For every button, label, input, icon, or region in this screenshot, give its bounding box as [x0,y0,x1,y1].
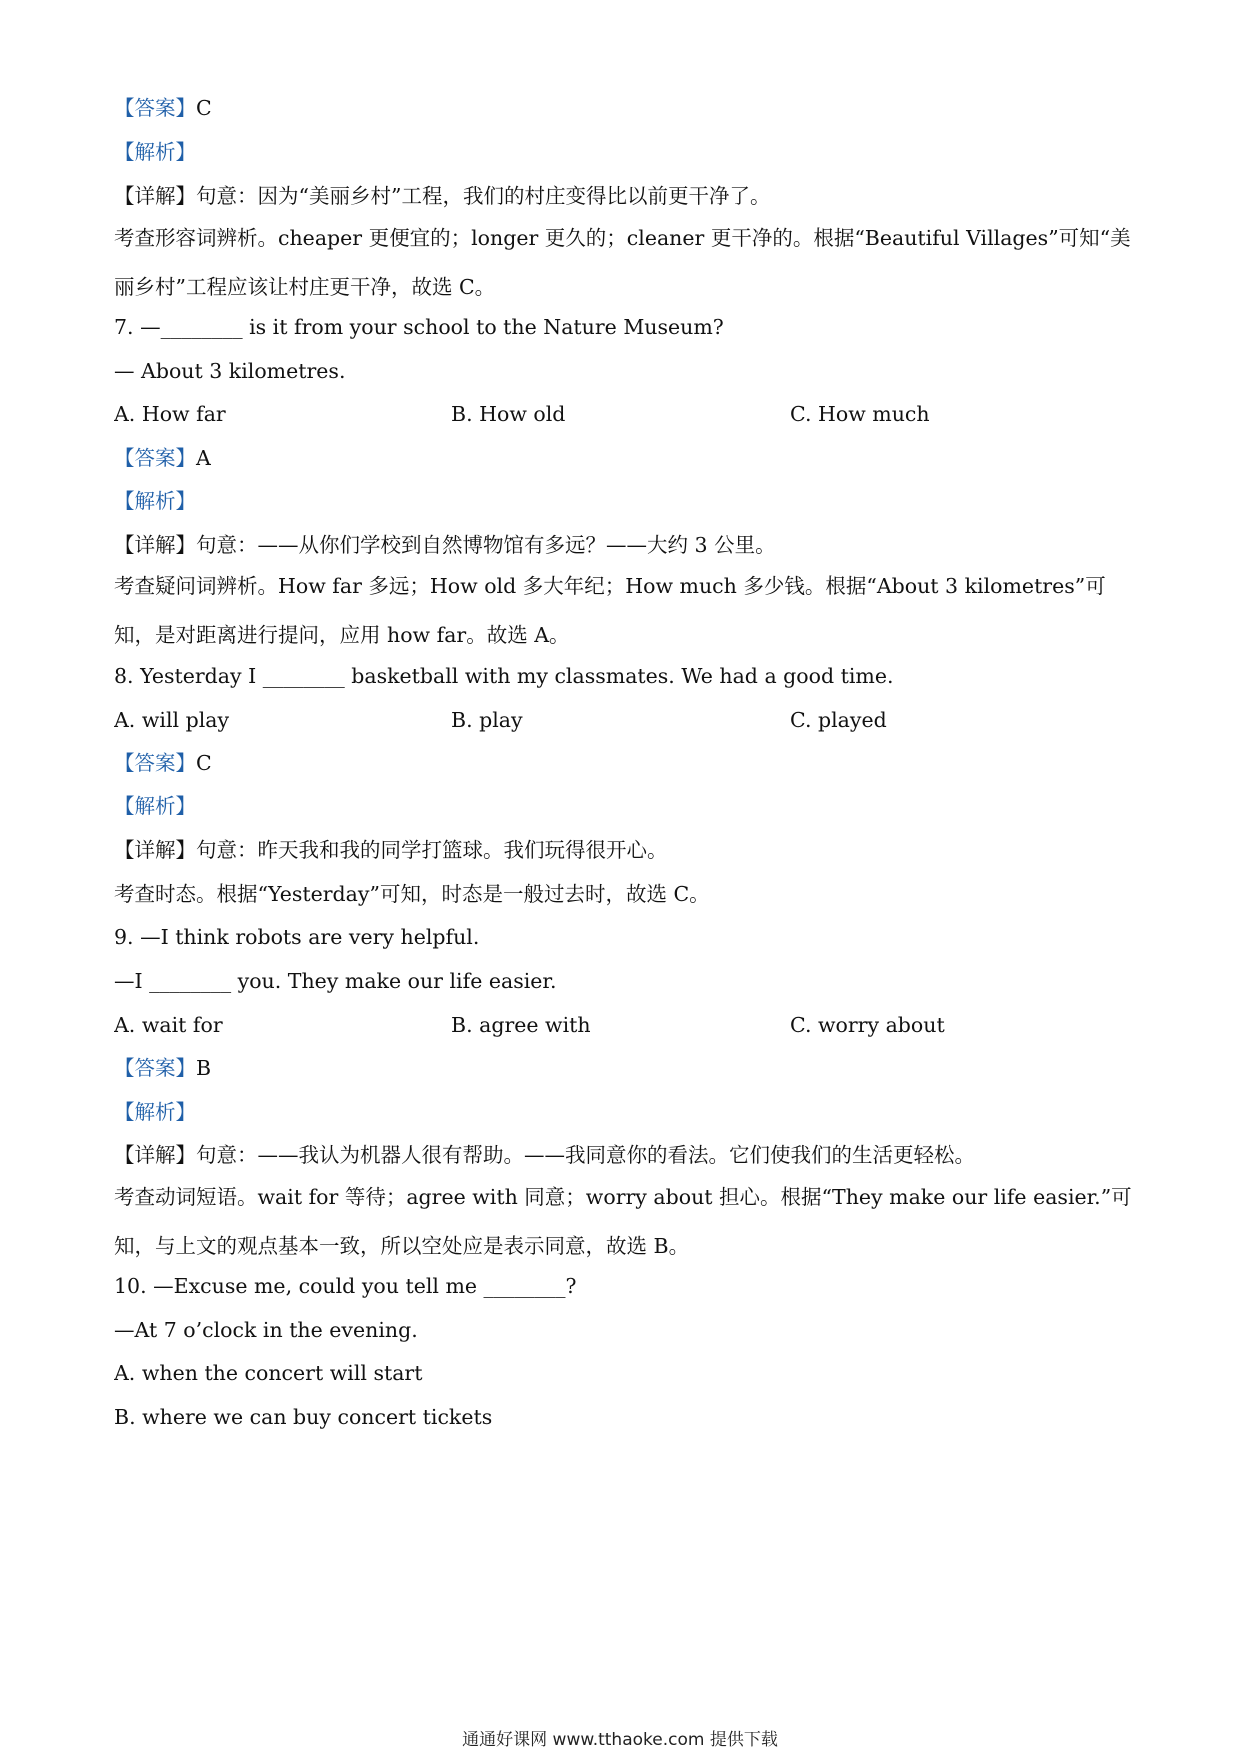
q9-options [114,1011,1140,1039]
q8-detail: 【详解】句意：昨天我和我的同学打篮球。我们玩得很开心。 [114,838,668,862]
q8-stem: 8. Yesterday I ________ basketball with my classmates. We had a good time. [114,664,894,688]
q9-option-a[interactable]: A. wait for [114,1013,223,1037]
answer-tag: 【答案】 [114,446,196,470]
q6-answer-line [114,94,1140,122]
q8-option-a[interactable]: A. will play [114,708,230,732]
q9-analysis-line [114,1098,1140,1126]
q9-answer-line [114,1054,1140,1082]
q7-stem: 7. —________ is it from your school to the Nature Museum? [114,315,724,339]
analysis-tag: 【解析】 [114,489,196,513]
q8-explain: 考查时态。根据“Yesterday”可知，时态是一般过去时，故选 C。 [114,882,710,906]
q8-options [114,706,1140,734]
answer-value: C [196,96,212,120]
q8-option-c[interactable]: C. played [790,708,887,732]
q7-option-a[interactable]: A. How far [114,402,226,426]
q7-option-c[interactable]: C. How much [790,402,930,426]
q10-stem: 10. —Excuse me, could you tell me ________? [114,1274,577,1298]
answer-tag: 【答案】 [114,751,196,775]
q9-option-c[interactable]: C. worry about [790,1013,945,1037]
q6-explain: 考查形容词辨析。cheaper 更便宜的；longer 更久的；cleaner 更干净的。根据“Beautiful Villages”可知“美丽乡村”工程应该让村庄更干净，故选 C。 [114,226,1131,299]
q10-option-a[interactable]: A. when the concert will start [114,1361,423,1385]
q7-reply: — About 3 kilometres. [114,359,346,383]
analysis-tag: 【解析】 [114,140,196,164]
q9-explain: 考查动词短语。wait for 等待；agree with 同意；worry about 担心。根据“They make our life easier.”可知，与上文的观点基本一致，所以空处应是表示同意，故选 B。 [114,1185,1132,1258]
q9-detail: 【详解】句意：——我认为机器人很有帮助。——我同意你的看法。它们使我们的生活更轻松。 [114,1143,975,1167]
q6-analysis-line [114,138,1140,166]
q7-answer-line [114,444,1140,472]
q7-detail: 【详解】句意：——从你们学校到自然博物馆有多远？——大约 3 公里。 [114,533,776,557]
q8-option-b[interactable]: B. play [451,708,523,732]
q7-analysis-line [114,487,1140,515]
page-footer: 通通好课网 www.tthaoke.com 提供下载 [462,1730,778,1750]
answer-tag: 【答案】 [114,96,196,120]
analysis-tag: 【解析】 [114,794,196,818]
q7-options [114,400,1140,428]
analysis-tag: 【解析】 [114,1100,196,1124]
q9-stem: 9. —I think robots are very helpful. [114,925,480,949]
answer-value: C [196,751,212,775]
q10-option-b[interactable]: B. where we can buy concert tickets [114,1405,493,1429]
q8-answer-line [114,749,1140,777]
q9-reply: —I ________ you. They make our life easier. [114,969,557,993]
q7-option-b[interactable]: B. How old [451,402,566,426]
answer-value: A [196,446,211,470]
q10-reply: —At 7 o’clock in the evening. [114,1318,418,1342]
q7-explain: 考查疑问词辨析。How far 多远；How old 多大年纪；How much 多少钱。根据“About 3 kilometres”可知，是对距离进行提问，应用 how far。故选 A。 [114,574,1106,647]
answer-tag: 【答案】 [114,1056,196,1080]
q9-option-b[interactable]: B. agree with [451,1013,591,1037]
answer-value: B [196,1056,212,1080]
q8-analysis-line [114,792,1140,820]
q6-detail: 【详解】句意：因为“美丽乡村”工程，我们的村庄变得比以前更干净了。 [114,184,771,208]
